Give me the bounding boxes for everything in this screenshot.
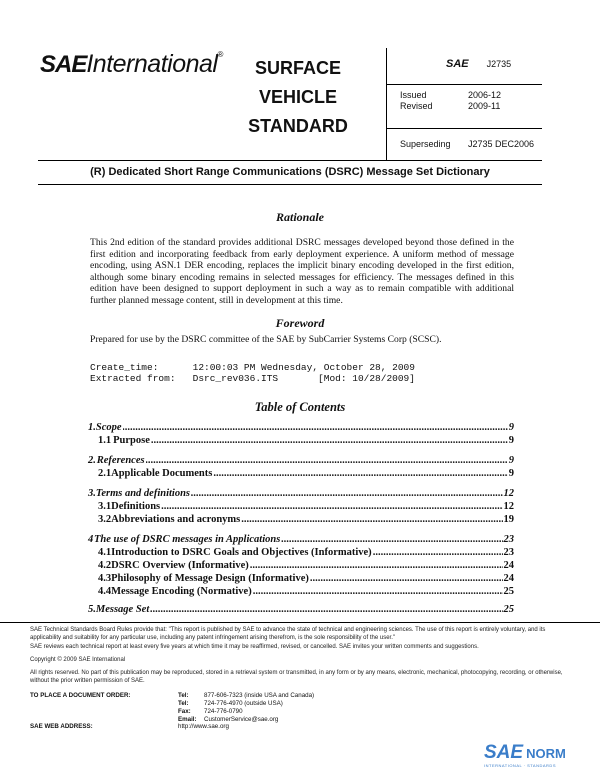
foreword-text: Prepared for use by the DSRC committee of the SAE by SubCarrier Systems Corp (SCSC). bbox=[90, 334, 442, 345]
standard-type bbox=[236, 54, 360, 141]
document-title: (R) Dedicated Short Range Communications (DSRC) Message Set Dictionary bbox=[90, 166, 490, 178]
header-vertical-divider bbox=[386, 48, 387, 160]
tel2-label: Tel: bbox=[178, 700, 189, 707]
standard-type-line-2: VEHICLE bbox=[258, 87, 337, 107]
tel-value[interactable]: 877-606-7323 (inside USA and Canada) bbox=[204, 692, 315, 699]
title-bar bbox=[38, 160, 542, 185]
extracted-from-line: Extracted from: Dsrc_rev036.ITS [Mod: 10/28/2009] bbox=[90, 373, 415, 384]
watermark-subtitle: INTERNATIONAL · STANDARDS bbox=[484, 763, 556, 768]
issued-value: 2006-12 bbox=[468, 90, 502, 100]
rationale-heading: Rationale bbox=[275, 210, 324, 224]
toc-entry[interactable]: 4.4 Message Encoding (Normative) ..... 25 bbox=[98, 585, 514, 598]
toc-entry[interactable]: 3. Terms and definitions ..... 12 bbox=[88, 487, 514, 500]
watermark-sae: SAE bbox=[484, 742, 524, 763]
standard-type-line-1: SURFACE bbox=[254, 58, 341, 78]
foreword-heading: Foreword bbox=[275, 316, 325, 330]
toc-entry[interactable]: 4.2 DSRC Overview (Informative) ..... 24 bbox=[98, 559, 514, 572]
toc-entry[interactable]: 1.1 Purpose ..... 9 bbox=[98, 434, 514, 447]
footer-review-note: SAE reviews each technical report at least every five years at which time it may be reaffirmed, revised, or cancelled. SAE invites your written comments and suggestions. bbox=[30, 644, 479, 650]
toc-entry[interactable]: 2.1 Applicable Documents ..... 9 bbox=[98, 467, 514, 480]
toc-entry[interactable]: 2. References ..... 9 bbox=[88, 454, 514, 467]
toc-entry[interactable]: 3.1 Definitions ..... 12 bbox=[98, 500, 514, 513]
header-divider-bottom bbox=[386, 128, 542, 129]
logo-sae-text: SAE bbox=[40, 51, 87, 78]
footer-board-rules: SAE Technical Standards Board Rules provide that: "This report is published by SAE to advance the state of technical and engineering sciences. The use of this report is entirely voluntary, and its applicability and suitability for any particular use, including any patent infringement arising therefrom, is the sole responsibility of the user." bbox=[30, 627, 546, 641]
superseding-value: J2735 DEC2006 bbox=[468, 139, 535, 149]
superseding-label: Superseding bbox=[400, 139, 451, 149]
document-number-row bbox=[446, 58, 511, 70]
toc-entry[interactable]: 3.2 Abbreviations and acronyms ..... 19 bbox=[98, 513, 514, 526]
watermark-norm: NORM bbox=[526, 746, 566, 761]
fax-label: Fax: bbox=[178, 708, 191, 715]
email-label: Email: bbox=[178, 716, 197, 723]
toc-entry[interactable]: 5. Message Set ..... 25 bbox=[88, 603, 514, 616]
toc-entry[interactable]: 4.3 Philosophy of Message Design (Informative) ..... 24 bbox=[98, 572, 514, 585]
order-label: TO PLACE A DOCUMENT ORDER: bbox=[30, 692, 131, 699]
toc-heading: Table of Contents bbox=[254, 400, 346, 414]
footer-divider bbox=[0, 622, 600, 623]
fax-value: 724-776-0790 bbox=[204, 708, 243, 715]
sae-norm-watermark bbox=[484, 742, 566, 768]
standard-type-line-3: STANDARD bbox=[248, 116, 348, 136]
header-divider-top bbox=[386, 84, 542, 85]
revised-label: Revised bbox=[400, 101, 433, 111]
document-number: J2735 bbox=[486, 59, 512, 69]
tel-label: Tel: bbox=[178, 692, 189, 699]
logo-trademark: ® bbox=[217, 50, 224, 59]
web-address-link[interactable]: http://www.sae.org bbox=[178, 723, 229, 730]
toc-entry[interactable]: 4 The use of DSRC messages in Applications ..... 23 bbox=[88, 533, 514, 546]
footer-rights-reserved: All rights reserved. No part of this publication may be reproduced, stored in a retrieval system or transmitted, in any form or by any means, electronic, mechanical, photocopying, recording, or otherwise, without the prior written permission of SAE. bbox=[30, 670, 563, 684]
small-sae-logo: SAE bbox=[446, 58, 469, 70]
footer-copyright: Copyright © 2009 SAE International bbox=[30, 657, 126, 663]
rationale-text: This 2nd edition of the standard provides additional DSRC messages developed beyond those defined in the first edition and incorporating feedback from early deployment experience. A uniform method of message encoding, using ASN.1 DER encoding, replaces the implicit binary encoding developed in the first edition, although some binary encoding remains in selected messages for efficiency. The messages defined in this edition have been designed to support deployment in such a way as to remain compatible with additional further planned message content, still in development at this time. bbox=[90, 237, 514, 306]
toc-entry[interactable]: 4.1 Introduction to DSRC Goals and Objectives (Informative) ..... 23 bbox=[98, 546, 514, 559]
revised-value: 2009-11 bbox=[468, 101, 501, 111]
toc-entry[interactable]: 1. Scope ..... 9 bbox=[88, 421, 514, 434]
logo-international-text: International bbox=[86, 50, 218, 78]
sae-international-logo bbox=[40, 50, 223, 79]
web-address-label: SAE WEB ADDRESS: bbox=[30, 723, 93, 730]
email-link[interactable]: CustomerService@sae.org bbox=[204, 716, 279, 723]
issued-label: Issued bbox=[400, 90, 427, 100]
tel2-value[interactable]: 724-776-4970 (outside USA) bbox=[204, 700, 283, 707]
create-time-line: Create_time: 12:00:03 PM Wednesday, October 28, 2009 bbox=[90, 362, 415, 373]
